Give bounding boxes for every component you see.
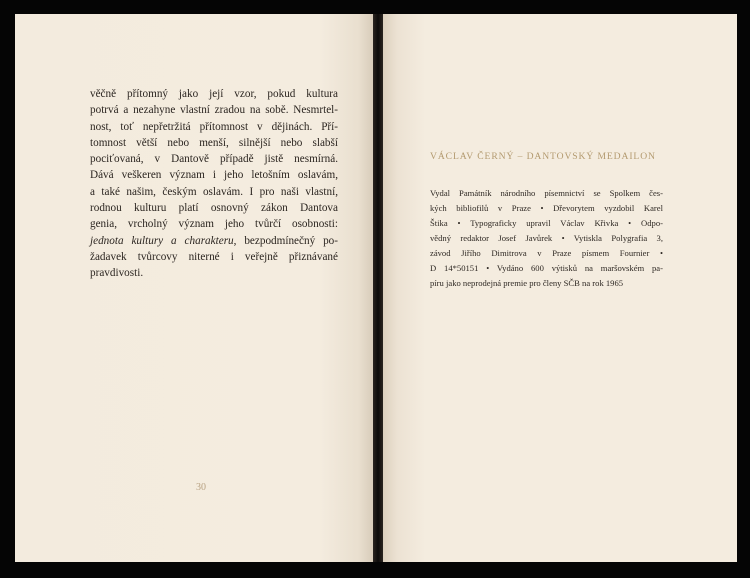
book-gutter [373,14,383,562]
page-number: 30 [196,482,206,493]
text-line-rest: , bezpodmínečný po- [233,234,338,247]
text-line: rodnou kulturu platí osnovný zákon Dantova [90,202,338,215]
text-line: potrvá a nezahyne vlastní zradou na sobě. Nesmrtel- [90,104,338,117]
colophon-line: D 14*50151 • Vydáno 600 výtisků na maršovském pa- [430,263,663,273]
text-line: Dává veškeren význam i jeho letošním oslavám, [90,169,338,182]
colophon-line: Vydal Památník národního písemnictví se Spolkem čes- [430,188,663,198]
text-line-italic [90,233,338,249]
text-line: pravdivosti. [90,267,144,280]
text-line: tomnost větší nebo menší, silnější nebo slabší [90,136,338,149]
text-line: genia, vrcholný význam jeho tvůrčí osobnosti: [90,218,338,231]
book-title: VÁCLAV ČERNÝ – DANTOVSKÝ MEDAILON [430,151,656,162]
left-page-body-text [90,86,338,282]
text-line: nost, toť nepřetržitá přítomnost v dějinách. Pří- [90,120,338,133]
colophon-line: píru jako neprodejná premie pro členy SČB na rok 1965 [430,278,624,288]
text-line: a také našim, českým oslavám. I pro naši vlastní, [90,185,338,198]
text-line: žadavek tvůrcovy niterné i veřejně přiznávané [90,250,338,263]
text-line: pociťovaná, v Dantově případě jistě nesmírná. [90,153,338,166]
colophon-line: vědný redaktor Josef Javůrek • Vytiskla Polygrafia 3, [430,233,663,243]
colophon-line: kých bibliofilů v Praze • Dřevorytem vyzdobil Karel [430,203,663,213]
colophon-text [430,186,663,291]
text-line: věčně přítomný jako její vzor, pokud kultura [90,88,338,100]
colophon-line: závod Jiřího Dimitrova v Praze písmem Fournier • [430,248,663,258]
colophon-line: Štika • Typograficky upravil Václav Křivka • Odpo- [430,218,663,228]
italic-phrase: jednota kultury a charakteru [90,234,234,247]
